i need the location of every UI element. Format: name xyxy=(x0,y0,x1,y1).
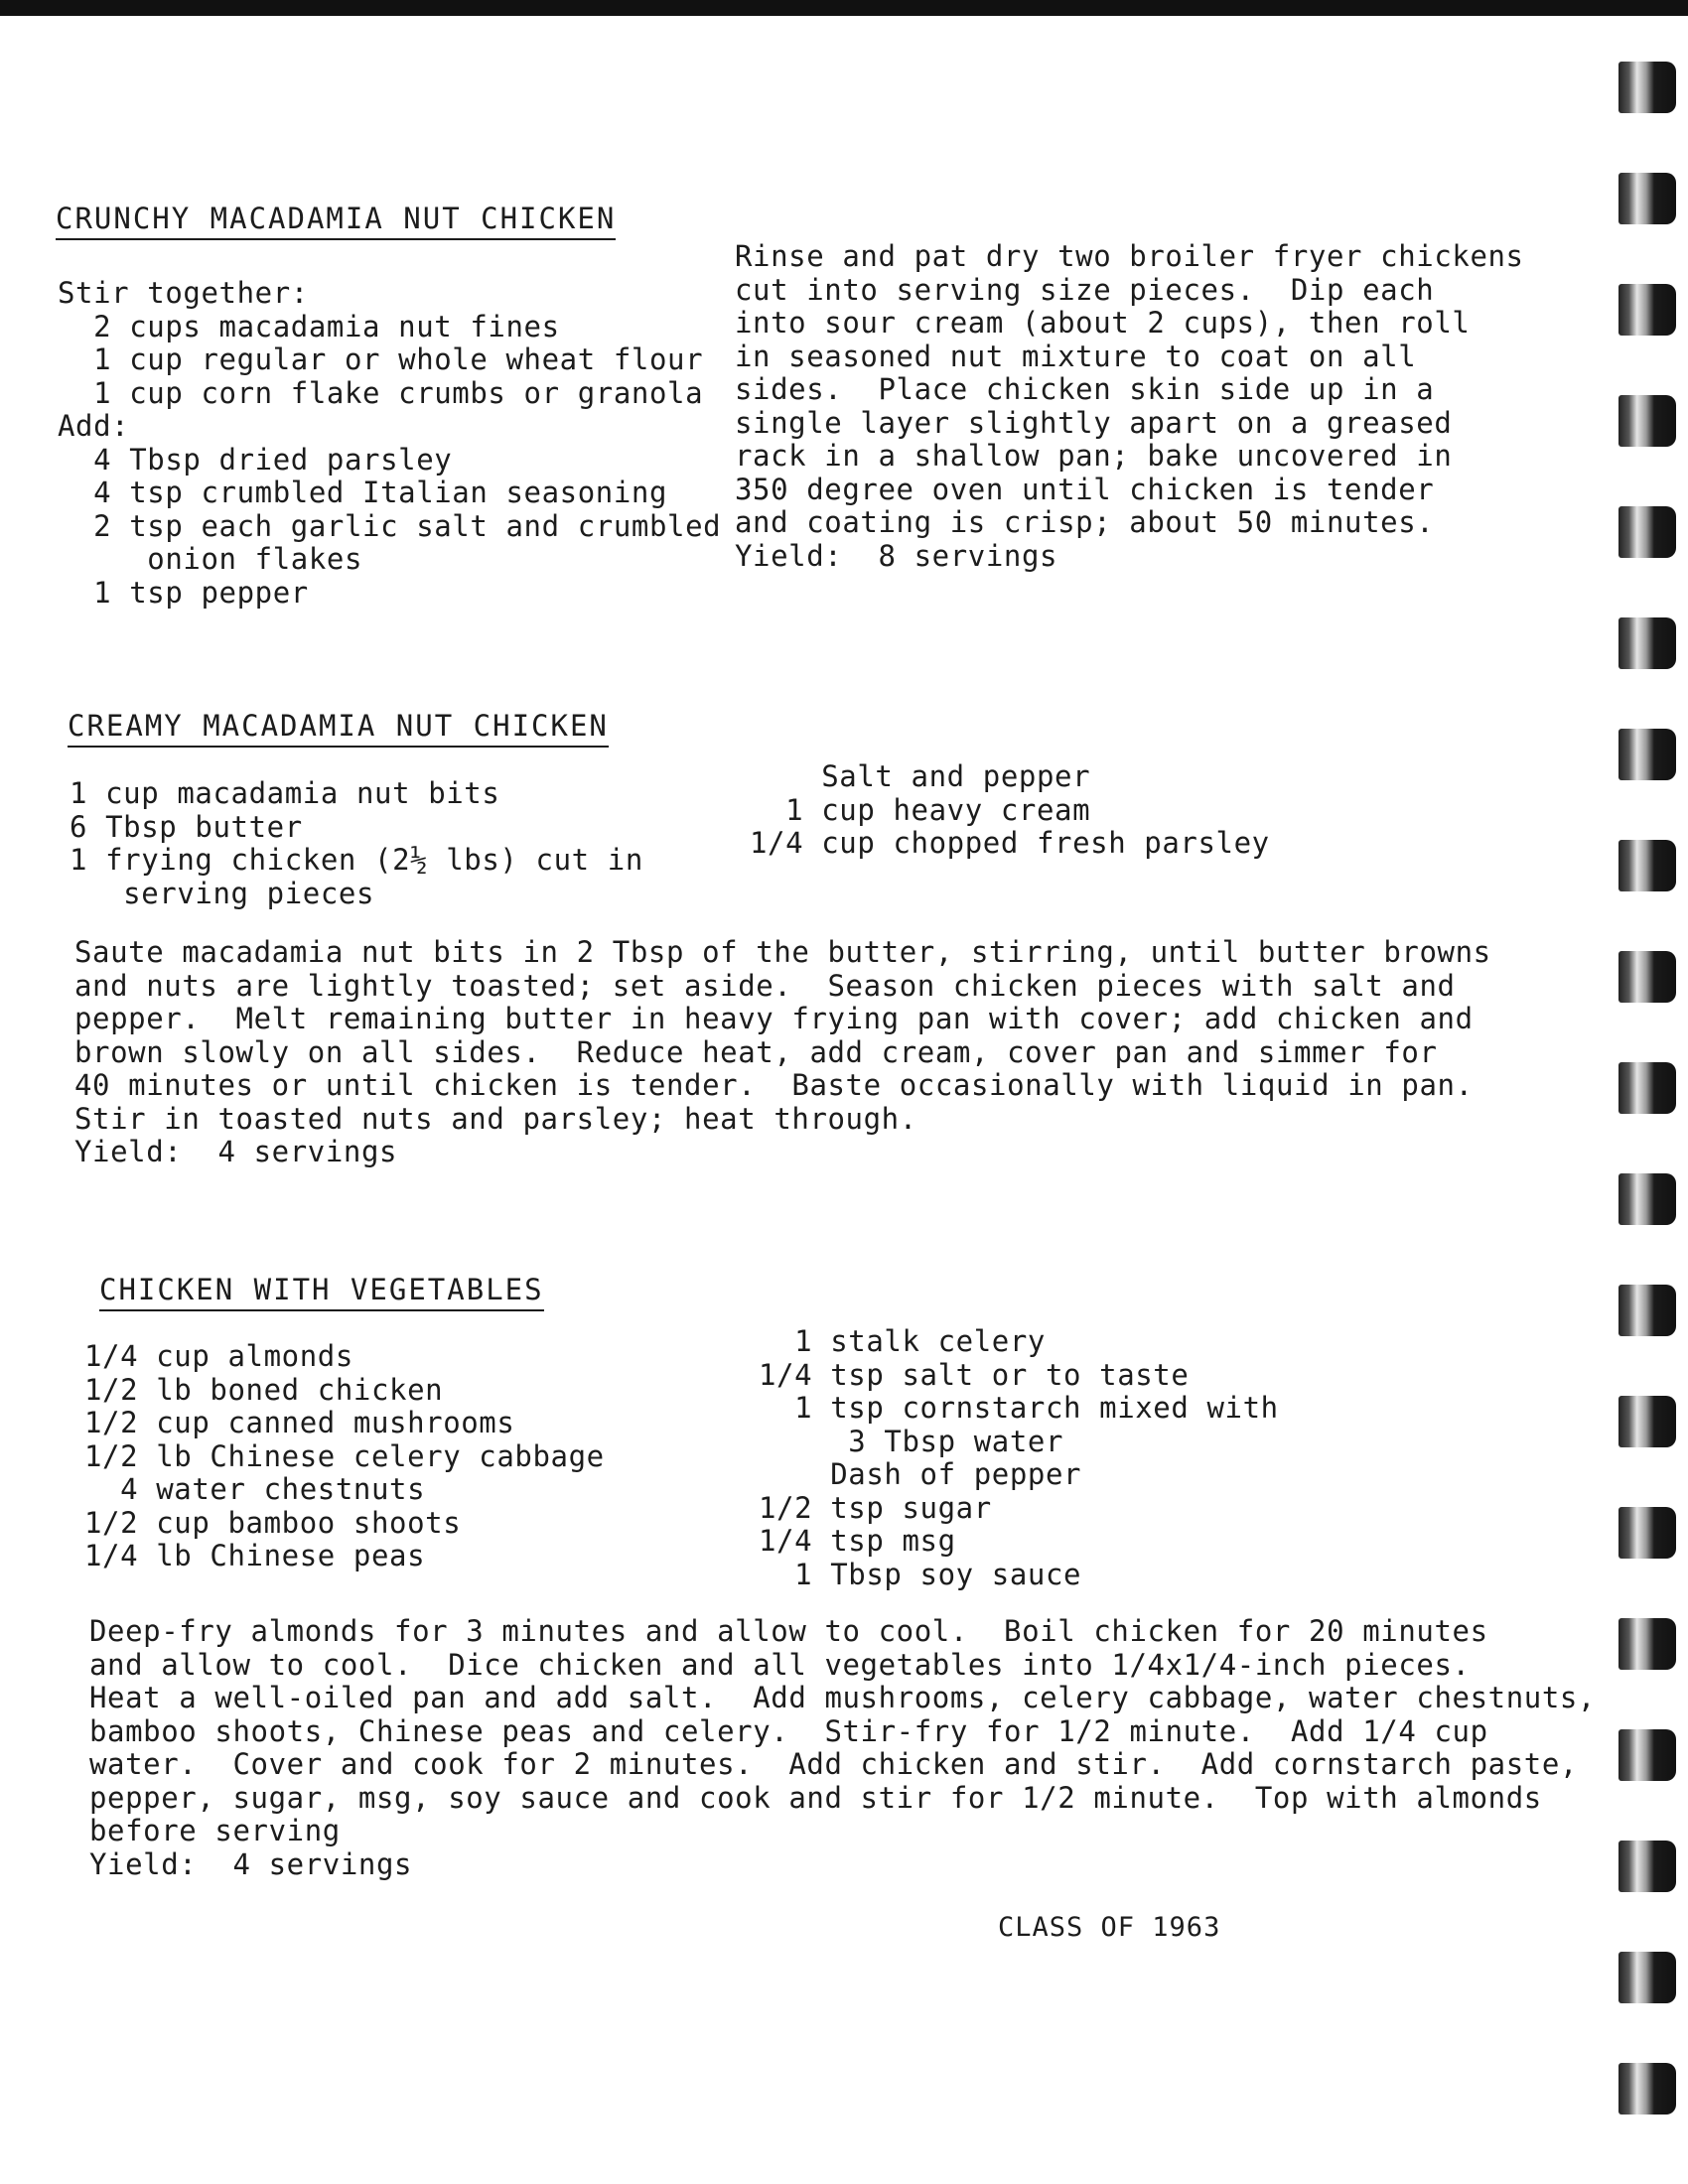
text-line: before serving xyxy=(89,1814,341,1847)
text-line: 2 tsp each garlic salt and crumbled xyxy=(58,508,722,543)
text-line: 1/2 cup canned mushrooms xyxy=(84,1406,515,1439)
ingredient-list xyxy=(70,777,643,910)
text-line: 1/4 cup chopped fresh parsley xyxy=(750,826,1270,860)
text-line: 4 tsp crumbled Italian seasoning xyxy=(58,476,668,509)
text-line: 4 water chestnuts xyxy=(84,1472,426,1506)
text-line: Dash of pepper xyxy=(759,1457,1082,1491)
text-line: single layer slightly apart on a greased xyxy=(735,405,1453,440)
text-line: serving pieces xyxy=(70,876,375,910)
text-line: Rinse and pat dry two broiler fryer chickens xyxy=(735,239,1524,273)
binding-ring xyxy=(1618,62,1676,113)
text-line: 350 degree oven until chicken is tender xyxy=(735,472,1435,506)
binding-ring xyxy=(1618,617,1676,669)
text-line: Add: xyxy=(58,409,130,443)
text-line: 6 Tbsp butter xyxy=(70,809,303,844)
ingredient-list xyxy=(759,1325,1279,1591)
text-line: sides. Place chicken skin side up in a xyxy=(735,372,1435,406)
binding-ring xyxy=(1618,395,1676,447)
text-line: 1/2 lb Chinese celery cabbage xyxy=(84,1438,605,1473)
binding-ring xyxy=(1618,1062,1676,1114)
text-line: 1/4 tsp msg xyxy=(759,1524,956,1558)
text-line: Stir together: xyxy=(58,276,309,310)
text-line: 1 cup regular or whole wheat flour xyxy=(58,342,704,376)
text-line: rack in a shallow pan; bake uncovered in xyxy=(735,439,1453,473)
text-line: pepper. Melt remaining butter in heavy frying pan with cover; add chicken and xyxy=(74,1002,1474,1035)
class-year-footer: CLASS OF 1963 xyxy=(998,1912,1221,1943)
text-line: brown slowly on all sides. Reduce heat, add cream, cover pan and simmer for xyxy=(74,1034,1438,1069)
text-line: pepper, sugar, msg, soy sauce and cook and stir for 1/2 minute. Top with almonds xyxy=(89,1780,1542,1815)
text-line: and nuts are lightly toasted; set aside. Season chicken pieces with salt and xyxy=(74,968,1456,1003)
text-line: 1 cup macadamia nut bits xyxy=(70,776,500,810)
text-line: 1/2 cup bamboo shoots xyxy=(84,1505,462,1540)
binding-ring xyxy=(1618,1396,1676,1447)
binding-ring xyxy=(1618,1618,1676,1670)
text-line: 2 cups macadamia nut fines xyxy=(58,309,560,343)
text-line: 4 Tbsp dried parsley xyxy=(58,442,453,477)
binding-ring xyxy=(1618,1173,1676,1225)
text-line: Salt and pepper xyxy=(750,759,1091,793)
directions-text xyxy=(74,936,1491,1169)
text-line: 1/2 tsp sugar xyxy=(759,1490,992,1525)
text-line: 1 stalk celery xyxy=(759,1324,1046,1358)
text-line: Yield: 4 servings xyxy=(89,1846,413,1881)
text-line: 1 tsp cornstarch mixed with xyxy=(759,1391,1279,1425)
binding-ring xyxy=(1618,1507,1676,1559)
binding-ring xyxy=(1618,284,1676,336)
directions-text xyxy=(89,1615,1596,1881)
text-line: 1 frying chicken (2½ lbs) cut in xyxy=(70,843,643,877)
binding-ring xyxy=(1618,840,1676,891)
text-line: Heat a well-oiled pan and add salt. Add mushrooms, celery cabbage, water chestnuts, xyxy=(89,1681,1596,1714)
binding-ring xyxy=(1618,1952,1676,2003)
page-top-edge xyxy=(0,0,1688,16)
text-line: in seasoned nut mixture to coat on all xyxy=(735,339,1417,373)
binding-ring xyxy=(1618,173,1676,224)
text-line: 1 cup heavy cream xyxy=(750,792,1091,827)
binding-ring xyxy=(1618,2063,1676,2115)
ingredient-list xyxy=(58,277,721,610)
text-line: Yield: 4 servings xyxy=(74,1135,398,1168)
text-line: cut into serving size pieces. Dip each xyxy=(735,272,1435,307)
text-line: onion flakes xyxy=(58,542,363,576)
directions-text xyxy=(735,240,1524,573)
binding-ring xyxy=(1618,1729,1676,1781)
text-line: 1/4 cup almonds xyxy=(84,1339,353,1373)
text-line: Deep-fry almonds for 3 minutes and allow to cool. Boil chicken for 20 minutes xyxy=(89,1614,1488,1648)
text-line: into sour cream (about 2 cups), then roll xyxy=(735,306,1471,340)
text-line: 1/4 lb Chinese peas xyxy=(84,1539,426,1572)
binding-ring xyxy=(1618,729,1676,780)
ingredient-list xyxy=(750,760,1270,861)
binding-ring xyxy=(1618,506,1676,558)
text-line: bamboo shoots, Chinese peas and celery. Stir-fry for 1/2 minute. Add 1/4 cup xyxy=(89,1713,1488,1748)
text-line: Saute macadamia nut bits in 2 Tbsp of the butter, stirring, until butter browns xyxy=(74,935,1491,969)
text-line: and coating is crisp; about 50 minutes. xyxy=(735,505,1435,539)
recipe-title: CHICKEN WITH VEGETABLES xyxy=(99,1272,544,1311)
binding-ring xyxy=(1618,1841,1676,1892)
binding-ring xyxy=(1618,1285,1676,1336)
text-line: 1 cup corn flake crumbs or granola xyxy=(58,375,704,410)
recipe-title: CRUNCHY MACADAMIA NUT CHICKEN xyxy=(56,201,616,240)
spiral-binding xyxy=(1614,0,1688,2184)
recipe-title: CREAMY MACADAMIA NUT CHICKEN xyxy=(68,708,609,748)
text-line: Yield: 8 servings xyxy=(735,538,1058,573)
text-line: 1/2 lb boned chicken xyxy=(84,1372,444,1407)
text-line: 1 tsp pepper xyxy=(58,575,309,610)
text-line: 1 Tbsp soy sauce xyxy=(759,1557,1082,1591)
ingredient-list xyxy=(84,1340,605,1573)
text-line: Stir in toasted nuts and parsley; heat through. xyxy=(74,1101,917,1136)
text-line: and allow to cool. Dice chicken and all vegetables into 1/4x1/4-inch pieces. xyxy=(89,1647,1471,1682)
text-line: water. Cover and cook for 2 minutes. Add chicken and stir. Add cornstarch paste, xyxy=(89,1747,1578,1781)
text-line: 1/4 tsp salt or to taste xyxy=(759,1357,1190,1392)
binding-ring xyxy=(1618,951,1676,1003)
text-line: 40 minutes or until chicken is tender. Baste occasionally with liquid in pan. xyxy=(74,1068,1474,1102)
text-line: 3 Tbsp water xyxy=(759,1424,1064,1458)
